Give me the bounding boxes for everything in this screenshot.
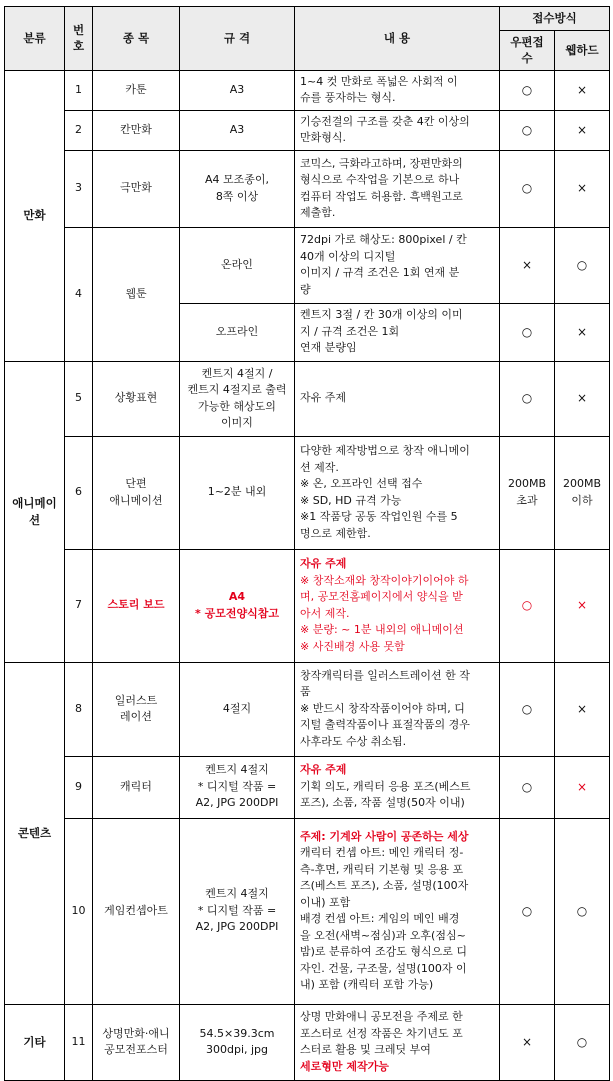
cell-text-line: 만화형식. [300,131,347,144]
table-row [5,436,610,549]
table-row [5,361,610,436]
cell-text-line: A2, JPG 200DPI [195,920,279,934]
row-item [93,436,180,549]
category-animation: 애니메이션 [5,361,65,662]
cell-text-line: 포스터로 선정 작품은 차기년도 포 [300,1026,463,1040]
header-category: 분류 [5,7,65,71]
cell-text-line: 품 [300,685,311,699]
cell-text-line: 공모전포스터 [104,1043,168,1056]
cell-text-line: 내) 포함 (캐릭터 포함 가능) [300,978,434,991]
cell-text-line: 온라인 [221,257,253,271]
row-content [295,436,500,549]
category-other: 기타 [5,1004,65,1080]
row-postal: 200MB 초과 [500,436,555,549]
row-content [295,1004,500,1080]
cell-text-line: ※1 작품당 공동 작업인원 수를 5 [300,510,458,523]
cell-text-line: 컴퓨터 작업도 허용함. 흑백원고로 [300,189,463,203]
cell-text-line: 웹툰 [125,286,147,300]
row-item [93,818,180,1004]
cell-text-line: 이내) 포함 [300,895,351,909]
row-spec [180,549,295,662]
header-submission: 접수방식 [500,7,610,31]
header-number: 번호 [65,7,93,71]
header-item: 종 목 [93,7,180,71]
cell-text-line: 제출함. [300,206,336,219]
cell-text-line: ※ 분량: ~ 1분 내외의 애니메이션 [300,623,464,636]
cell-text-line: 자유 주제 [300,557,347,570]
row-content [295,818,500,1004]
table-row [5,818,610,1004]
row-content [295,361,500,436]
row-item [93,361,180,436]
row-postal: × [500,227,555,303]
row-item [93,110,180,150]
cell-text-line: 사후라도 수상 취소됨. [300,734,407,748]
cell-text-line: 자인. 건물, 구조물, 설명(100자 이 [300,961,467,975]
row-number: 5 [65,361,93,436]
cell-text-line: 배경 컨셉 아트: 게임의 메인 배경 [300,912,460,925]
cell-text-line: 켄트지 4절지 [205,887,269,901]
table-row [5,756,610,818]
cell-text-line: A3 [229,82,245,96]
row-webhard: × [555,756,610,818]
cell-text-line: 아서 제작. [300,606,350,620]
row-spec [180,1004,295,1080]
cell-text-line: 카툰 [125,82,147,96]
row-number: 6 [65,436,93,549]
cell-text-line: 기승전결의 구조를 갖춘 4칸 이상의 [300,114,470,128]
cell-text-line: 이미지 / 규격 조건은 1회 연재 분 [300,266,460,279]
row-number: 11 [65,1004,93,1080]
row-postal: ○ [500,361,555,436]
cell-text-line: 즈(베스트 포즈), 소품, 설명(100자 [300,879,469,892]
cell-text-line: 캐릭터 컨셉 아트: 메인 캐릭터 정- [300,846,464,859]
cell-text-line: 자유 주제 [300,391,347,405]
table-row [5,1004,610,1080]
category-contents: 콘텐츠 [5,662,65,1004]
row-webhard: × [555,150,610,227]
row-content [295,70,500,110]
row-webhard: × [555,110,610,150]
row-spec [180,227,295,303]
cell-text-line: 상황표현 [114,391,158,405]
row-number: 7 [65,549,93,662]
header-spec: 규 격 [180,7,295,71]
cell-text-line: 켄트지 4절지 [205,763,269,777]
cell-text-line: 40개 이상의 디지털 [300,249,396,263]
cell-text-line: 측-후면, 캐릭터 기본형 및 응용 포 [300,862,464,876]
header-webhard: 웹하드 [555,30,610,70]
cell-text-line: A2, JPG 200DPI [195,796,279,810]
header-row [5,7,610,31]
row-postal: ○ [500,662,555,756]
cell-text-line: 게임컨셉아트 [104,903,168,917]
row-content [295,549,500,662]
cell-text-line: 지 / 규격 조건은 1회 [300,324,400,338]
cell-text-line: 포즈), 소품, 작품 설명(50자 이내) [300,796,465,810]
cell-text-line: 창작캐릭터를 일러스트레이션 한 작 [300,668,470,682]
row-spec [180,662,295,756]
row-number: 2 [65,110,93,150]
row-webhard: ○ [555,227,610,303]
row-spec [180,150,295,227]
cell-text-line: 애니메이션 [109,493,163,507]
cell-text-line: ※ SD, HD 규격 가능 [300,493,402,507]
table-row [5,662,610,756]
cell-text-line: 밤)로 분류하여 조감도 형식으로 디 [300,945,468,958]
cell-text-line: 4절지 [222,701,252,715]
row-spec [180,70,295,110]
row-spec [180,436,295,549]
row-number: 9 [65,756,93,818]
row-postal: ○ [500,818,555,1004]
row-spec [180,756,295,818]
cell-text-line: 명으로 제한함. [300,526,371,540]
row-number: 4 [65,227,93,361]
cell-text-line: 자유 주제 [300,763,347,777]
row-content [295,303,500,361]
row-content [295,227,500,303]
cell-text-line: 극만화 [120,181,152,195]
row-number: 1 [65,70,93,110]
row-webhard: × [555,662,610,756]
cell-text-line: 54.5×39.3cm [199,1026,275,1040]
cell-text-line: * 공모전양식참고 [195,606,279,620]
cell-text-line: ※ 창작소재와 창작이야기이어야 하 [300,573,469,587]
cell-text-line: ※ 사진배경 사용 못함 [300,639,405,653]
row-content [295,150,500,227]
row-item [93,662,180,756]
row-content [295,662,500,756]
row-webhard: × [555,303,610,361]
cell-text-line: 72dpi 가로 해상도: 800pixel / 칸 [300,233,467,246]
cell-text-line: 오프라인 [215,324,259,338]
cell-text-line: 주제: 기계와 사람이 공존하는 세상 [300,829,469,843]
row-postal: ○ [500,70,555,110]
cell-text-line: ※ 온, 오프라인 선택 접수 [300,477,423,490]
cell-text-line: 켄트지 4절지 / [201,366,273,380]
row-spec [180,818,295,1004]
row-item [93,70,180,110]
cell-text-line: 을 오전(새벽~점심)과 오후(점심~ [300,928,466,942]
row-webhard: × [555,549,610,662]
row-postal: ○ [500,756,555,818]
row-item [93,549,180,662]
cell-text-line: 션 제작. [300,460,339,474]
cell-text-line: 1~2분 내외 [207,485,267,499]
cell-text-line: 연재 분량임 [300,341,357,355]
table-row [5,110,610,150]
cell-text-line: 코믹스, 극화라고하며, 장편만화의 [300,156,463,170]
row-webhard: × [555,70,610,110]
cell-text-line: 형식으로 수작업을 기본으로 하나 [300,173,460,186]
cell-text-line: ※ 반드시 창작작품이어야 하며, 디 [300,701,465,715]
cell-text-line: 며, 공모전홈페이지에서 양식을 받 [300,590,463,603]
row-webhard: × [555,361,610,436]
cell-text-line: 상명만화·애니 [102,1026,170,1040]
row-webhard: ○ [555,818,610,1004]
row-postal: ○ [500,549,555,662]
cell-text-line: * 디지털 작품 = [197,779,277,793]
cell-text-line: A3 [229,122,245,136]
table-row [5,549,610,662]
cell-text-line: 단편 [125,477,147,490]
table-row [5,227,610,303]
row-number: 10 [65,818,93,1004]
row-postal: ○ [500,110,555,150]
cell-text-line: 8쪽 이상 [215,189,259,203]
row-item [93,227,180,361]
row-number: 8 [65,662,93,756]
table-row [5,150,610,227]
table-row [5,70,610,110]
cell-text-line: 가능한 해상도의 [198,399,276,413]
row-postal: ○ [500,150,555,227]
cell-text-line: 일러스트 [114,693,158,707]
row-spec [180,110,295,150]
cell-text-line: A4 모조종이, [204,173,270,186]
cell-text-line: 칸만화 [120,122,152,136]
cell-text-line: 레이션 [120,710,152,723]
row-webhard: ○ [555,1004,610,1080]
cell-text-line: 스토리 보드 [107,598,165,612]
cell-text-line: 스터로 활용 및 크레딧 부여 [300,1043,431,1056]
row-content [295,756,500,818]
header-postal: 우편접수 [500,30,555,70]
cell-text-line: 캐릭터 [120,779,152,793]
cell-text-line: 다양한 제작방법으로 창작 애니메이 [300,444,470,457]
cell-text-line: 1~4 컷 만화로 폭넓은 사회적 이 [300,74,458,88]
category-manhwa: 만화 [5,70,65,361]
row-item [93,756,180,818]
contest-category-table [4,6,610,1081]
row-item [93,150,180,227]
cell-text-line: 켄트지 3절 / 칸 30개 이상의 이미 [300,308,463,322]
row-number: 3 [65,150,93,227]
cell-text-line: 량 [300,282,311,296]
header-content: 내 용 [295,7,500,71]
cell-text-line: * 디지털 작품 = [197,903,277,917]
cell-text-line: 지털 출력작품이나 표절작품의 경우 [300,718,470,732]
cell-text-line: 상명 만화애니 공모전을 주제로 한 [300,1010,463,1023]
row-spec [180,361,295,436]
row-webhard: 200MB 이하 [555,436,610,549]
row-content [295,110,500,150]
cell-text-line: 켄트지 4절지로 출력 [187,383,287,396]
cell-text-line: 300dpi, jpg [205,1043,269,1056]
row-postal: × [500,1004,555,1080]
cell-text-line: A4 [228,590,246,603]
cell-text-line: 세로형만 제작가능 [300,1059,389,1073]
cell-text-line: 이미지 [221,416,253,429]
cell-text-line: 기획 의도, 캐릭터 응용 포즈(베스트 [300,779,471,793]
row-item [93,1004,180,1080]
cell-text-line: 슈를 풍자하는 형식. [300,91,396,104]
row-spec [180,303,295,361]
row-postal: ○ [500,303,555,361]
